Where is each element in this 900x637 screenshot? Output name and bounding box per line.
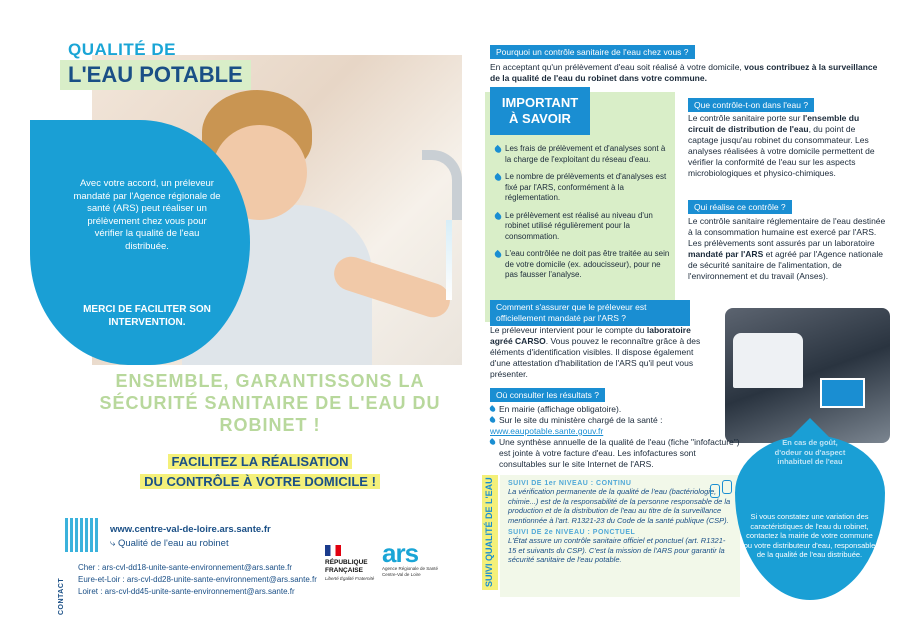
test-tube-icon (708, 480, 738, 502)
qr-code[interactable] (65, 518, 99, 552)
list-item: Les frais de prélèvement et d'analyses sont à la charge de l'exploitant du réseau d'eau. (495, 144, 673, 165)
left-panel (30, 30, 470, 620)
french-flag-icon (325, 545, 341, 556)
question-what: Que contrôle-t-on dans l'eau ? (688, 98, 814, 112)
facilitez-heading: FACILITEZ LA RÉALISATION DU CONTRÔLE À VOTRE DOMICILE ! (100, 452, 420, 492)
contact-email-eure-et-loir[interactable]: Eure-et-Loir : ars-cvl-dd28-unite-sante-environnement@ars.sante.fr (78, 575, 317, 584)
drop-question: En cas de goût, d'odeur ou d'aspect inhabituel de l'eau (774, 438, 846, 466)
list-item: Le nombre de prélèvements et d'analyses est fixé par l'ARS, conformément à la réglementation. (495, 172, 673, 204)
question-how: Comment s'assurer que le préleveur est officiellement mandaté par l'ARS ? (490, 300, 690, 326)
contact-email-cher[interactable]: Cher : ars-cvl-dd18-unite-sante-environnement@ars.sante.fr (78, 563, 292, 572)
answer-where: En mairie (affichage obligatoire). Sur le site du ministère chargé de la santé : www.eaupotable.sante.gouv.fr Une synthèse annuelle de la qualité de l'eau (fiche "infofacture") est jointe à votre facture d'eau. Les infofactures sont consultables sur le site Internet de l'ARS. (490, 404, 740, 469)
contact-label: CONTACT (58, 577, 65, 615)
important-box (485, 92, 675, 322)
level-1-title: SUIVI DE 1er NIVEAU : CONTINU (508, 480, 632, 487)
title-line-1: QUALITÉ DE (68, 40, 176, 59)
important-list (495, 144, 673, 288)
suivi-qualite-label: SUIVI QUALITÉ DE L'EAU (482, 475, 498, 590)
answer-what: Le contrôle sanitaire porte sur l'ensemble du circuit de distribution de l'eau, du point de captage jusqu'au robinet du consommateur. Les analyses réalisées à votre domicile permettent de vérifier la conformité de l'eau sur les aspects microbiologiques et physico-chimiques. (688, 113, 875, 178)
eaupotable-link[interactable]: www.eaupotable.sante.gouv.fr (490, 426, 604, 436)
question-why: Pourquoi un contrôle sanitaire de l'eau chez vous ? (490, 45, 695, 59)
answer-why: En acceptant qu'un prélèvement d'eau soit réalisé à votre domicile, vous contribuez à la surveillance de la qualité de l'eau du robinet dans votre commune. (490, 62, 878, 83)
list-item: Le prélèvement est réalisé au niveau d'un robinet utilisé régulièrement pour la consommation. (495, 211, 673, 243)
answer-how: Le préleveur intervient pour le compte du laboratoire agréé CARSO. Vous pouvez le reconnaître grâce à des éléments d'identification visibles. Il dispose également d'une attestation d'habilitation de l'ARS qu'il peut vous présenter. (490, 325, 701, 379)
level-1-text: La vérification permanente de la qualité de l'eau (bactériologie, chimie...) est de la responsabilité de la personne responsable de la production et de la distribution de l'eau au titre de la surveillance mentionnée à l'art. R1321-23 du Code de la santé publique (CSP). (508, 487, 731, 525)
drop-text: Avec votre accord, un préleveur mandaté par l'Agence régionale de santé (ARS) peut réaliser un prélèvement chez vous pour vérifier la qualité de l'eau distribuée. (73, 178, 221, 252)
contact-emails (78, 562, 317, 598)
question-where: Où consulter les résultats ? (490, 388, 605, 402)
important-title: IMPORTANT À SAVOIR (490, 87, 590, 135)
ensemble-heading: ENSEMBLE, GARANTISSONS LA SÉCURITÉ SANITAIRE DE L'EAU DU ROBINET ! (99, 371, 441, 435)
answer-who: Le contrôle sanitaire réglementaire de l'eau destinée à la consommation humaine est exercé par l'ARS. Les prélèvements sont assurés par un laboratoire mandaté par l'ARS et agréé par l'Agence nationale de sécurité sanitaire de l'alimentation, de l'environnement et du travail (Anses). (688, 216, 886, 281)
drop-cta: MERCI DE FACILITER SON INTERVENTION. (83, 304, 211, 328)
right-panel (470, 40, 890, 600)
list-item: L'eau contrôlée ne doit pas être traitée au sein de votre domicile (ex. adoucisseur), pour ne pas fausser l'analyse. (495, 249, 673, 281)
republique-francaise-logo: RÉPUBLIQUE FRANÇAISE Liberté Égalité Fraternité (325, 545, 377, 582)
drop-answer: Si vous constatez une variation des caractéristiques de l'eau du robinet, contactez la mairie de votre commune ou votre distributeur d'eau, responsable de la qualité de l'eau distribuée. (743, 512, 876, 559)
question-who: Qui réalise ce contrôle ? (688, 200, 792, 214)
website-link[interactable]: www.centre-val-de-loire.ars.sante.fr (110, 524, 271, 535)
ars-logo: ars Agence Régionale de Santé Centre-Val de Loire (382, 538, 439, 577)
suivi-box (500, 475, 740, 597)
title-line-2: L'EAU POTABLE (60, 60, 251, 90)
faucet-icon (422, 150, 462, 220)
badge-icon (820, 378, 865, 408)
level-2-text: L'État assure un contrôle sanitaire officiel et ponctuel (art. R1321-15 et suivants du CSP). C'est la mission de l'ARS pour garantir la sécurité sanitaire de l'eau potable. (508, 536, 726, 564)
qualite-eau-link[interactable]: ⤷ Qualité de l'eau au robinet (110, 538, 229, 549)
level-2-title: SUIVI DE 2e NIVEAU : PONCTUEL (508, 529, 636, 536)
contact-email-loiret[interactable]: Loiret : ars-cvl-dd45-unite-sante-environnement@ars.sante.fr (78, 587, 295, 596)
